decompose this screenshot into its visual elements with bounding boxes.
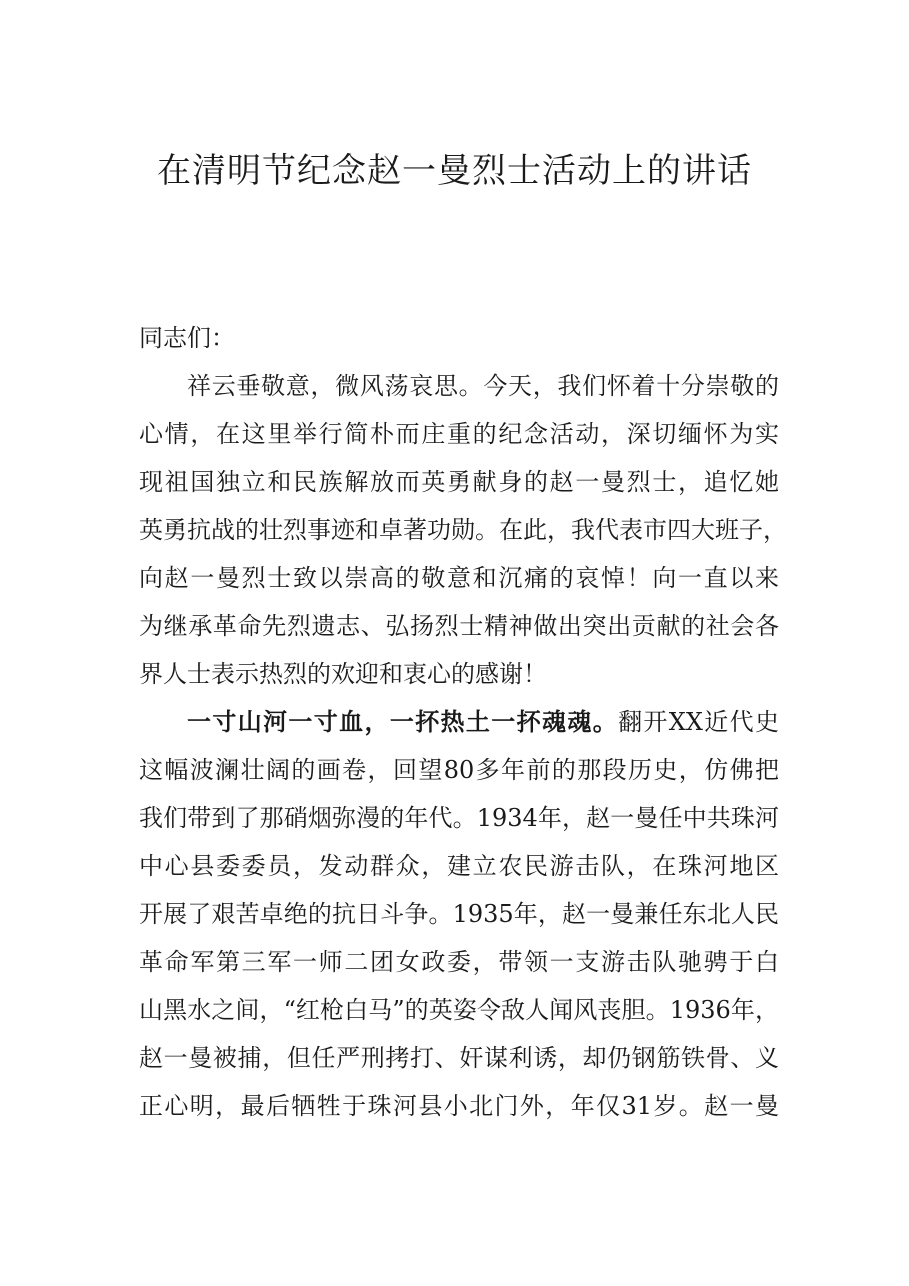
paragraph2-line-8: 赵一曼被捕，但任严刑拷打、奸谋利诱，却仍钢筋铁骨、义	[139, 1044, 779, 1072]
paragraph2-lead-text: 翻开XX近代史	[618, 708, 780, 736]
document-title: 在清明节纪念赵一曼烈士活动上的讲话	[157, 151, 752, 191]
paragraph1-line-5: 向赵一曼烈士致以崇高的敬意和沉痛的哀悼！向一直以来	[139, 564, 779, 592]
paragraph1-line-3: 现祖国独立和民族解放而英勇献身的赵一曼烈士，追忆她	[139, 468, 779, 496]
paragraph1-line-7: 界人士表示热烈的欢迎和衷心的感谢！	[139, 660, 547, 688]
paragraph2-line-7: 山黑水之间，“红枪白马”的英姿令敌人闻风丧胆。1936年，	[139, 996, 779, 1024]
paragraph2-lead-heading: 一寸山河一寸血，一抔热土一抔魂魂。	[187, 708, 619, 736]
paragraph2-line-1	[187, 706, 779, 738]
paragraph1-line-2: 心情，在这里举行简朴而庄重的纪念活动，深切缅怀为实	[139, 420, 779, 448]
paragraph1-line-6: 为继承革命先烈遗志、弘扬烈士精神做出突出贡献的社会各	[139, 612, 779, 640]
paragraph2-line-3: 我们带到了那硝烟弥漫的年代。1934年，赵一曼任中共珠河	[139, 804, 779, 832]
salutation: 同志们：	[139, 324, 235, 352]
paragraph2-line-4: 中心县委委员，发动群众，建立农民游击队，在珠河地区	[139, 852, 779, 880]
paragraph2-line-2: 这幅波澜壮阔的画卷，回望80多年前的那段历史，仿佛把	[139, 756, 779, 784]
paragraph2-line-6: 革命军第三军一师二团女政委，带领一支游击队驰骋于白	[139, 948, 779, 976]
paragraph1-line-1: 祥云垂敬意，微风荡哀思。今天，我们怀着十分崇敬的	[187, 372, 779, 400]
paragraph2-line-9: 正心明，最后牺牲于珠河县小北门外，年仅31岁。赵一曼	[139, 1092, 779, 1120]
paragraph2-line-5: 开展了艰苦卓绝的抗日斗争。1935年，赵一曼兼任东北人民	[139, 900, 779, 928]
paragraph1-line-4: 英勇抗战的壮烈事迹和卓著功勋。在此，我代表市四大班子，	[139, 516, 787, 544]
